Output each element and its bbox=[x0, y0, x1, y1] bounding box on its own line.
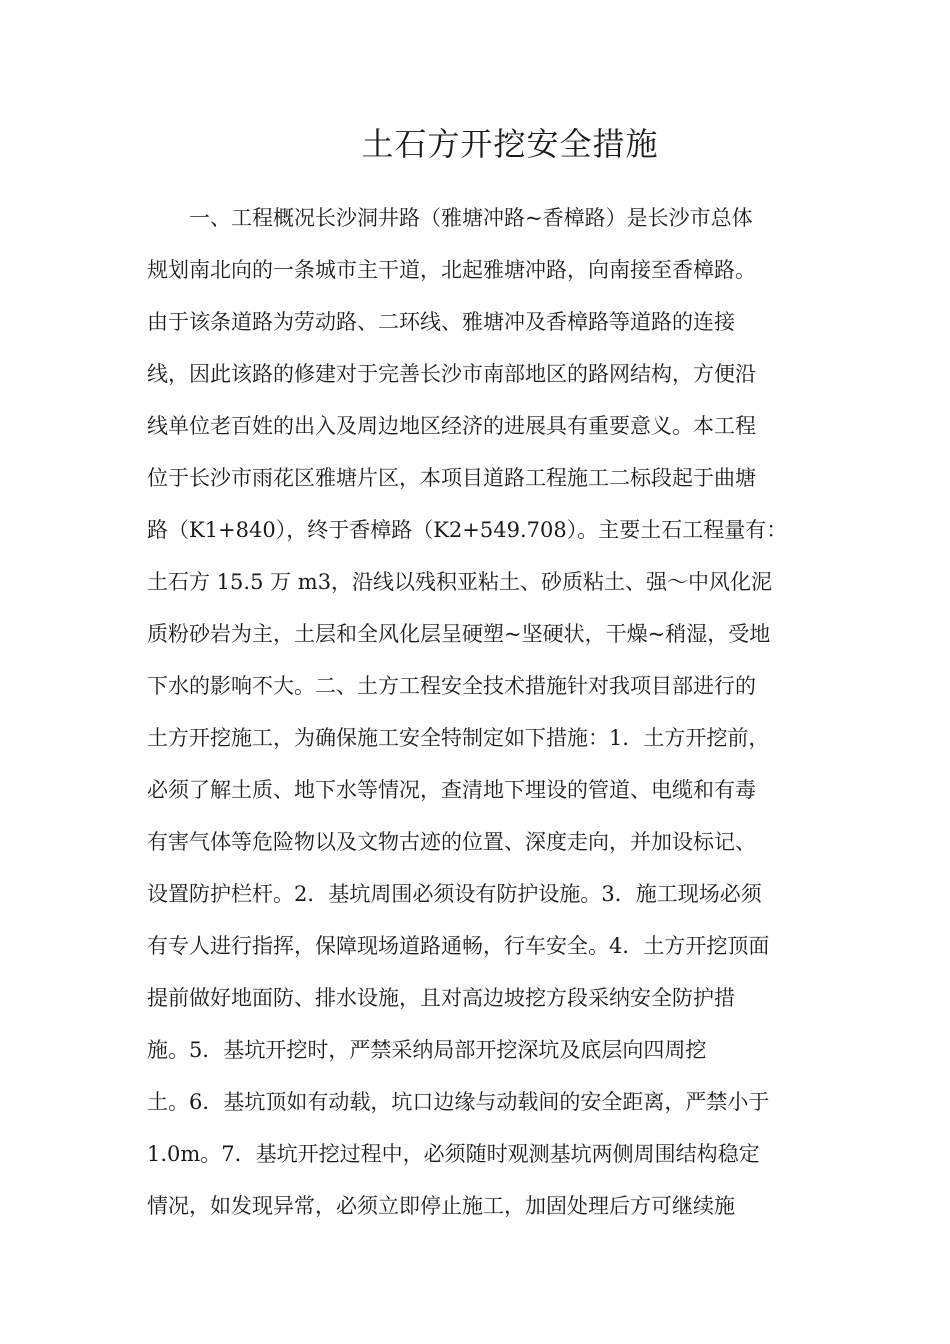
body-line: 位于长沙市雨花区雅塘片区，本项目道路工程施工二标段起于曲塘 bbox=[147, 466, 756, 490]
body-line: 线，因此该路的修建对于完善长沙市南部地区的路网结构，方便沿 bbox=[147, 362, 756, 386]
body-line: 设置防护栏杆。2．基坑周围必须设有防护设施。3．施工现场必须 bbox=[147, 882, 762, 906]
body-line: 1.0m。7．基坑开挖过程中，必须随时观测基坑两侧周围结构稳定 bbox=[147, 1142, 760, 1166]
body-line: 线单位老百姓的出入及周边地区经济的进展具有重要意义。本工程 bbox=[147, 414, 756, 438]
body-line: 土石方 15.5 万 m3，沿线以残积亚粘土、砂质粘土、强～中风化泥 bbox=[147, 570, 773, 594]
body-line: 必须了解土质、地下水等情况，查清地下埋设的管道、电缆和有毒 bbox=[147, 778, 756, 802]
body-line: 土。6．基坑顶如有动载，坑口边缘与动载间的安全距离，严禁小于 bbox=[147, 1090, 770, 1114]
body-line: 提前做好地面防、排水设施，且对高边坡挖方段采纳安全防护措 bbox=[147, 986, 735, 1010]
body-line: 由于该条道路为劳动路、二环线、雅塘冲及香樟路等道路的连接 bbox=[147, 310, 735, 334]
body-line: 路（K1+840），终于香樟路（K2+549.708）。主要土石工程量有： bbox=[147, 518, 788, 542]
body-line: 质粉砂岩为主，土层和全风化层呈硬塑~坚硬状，干燥~稍湿，受地 bbox=[147, 622, 771, 646]
body-line: 下水的影响不大。二、土方工程安全技术措施针对我项目部进行的 bbox=[147, 674, 756, 698]
body-line: 规划南北向的一条城市主干道，北起雅塘冲路，向南接至香樟路。 bbox=[147, 258, 756, 282]
document-body bbox=[147, 198, 847, 1238]
body-line: 土方开挖施工，为确保施工安全特制定如下措施：1．土方开挖前， bbox=[147, 726, 770, 750]
body-line: 情况，如发现异常，必须立即停止施工，加固处理后方可继续施 bbox=[147, 1194, 735, 1218]
body-line: 施。5．基坑开挖时，严禁采纳局部开挖深坑及底层向四周挖 bbox=[147, 1038, 707, 1062]
body-line: 一、工程概况长沙洞井路（雅塘冲路~香樟路）是长沙市总体 bbox=[189, 206, 753, 230]
body-line: 有害气体等危险物以及文物古迹的位置、深度走向，并加设标记、 bbox=[147, 830, 756, 854]
body-line: 有专人进行指挥，保障现场道路通畅，行车安全。4．土方开挖顶面 bbox=[147, 934, 770, 958]
document-title: 土石方开挖安全措施 bbox=[361, 125, 659, 163]
